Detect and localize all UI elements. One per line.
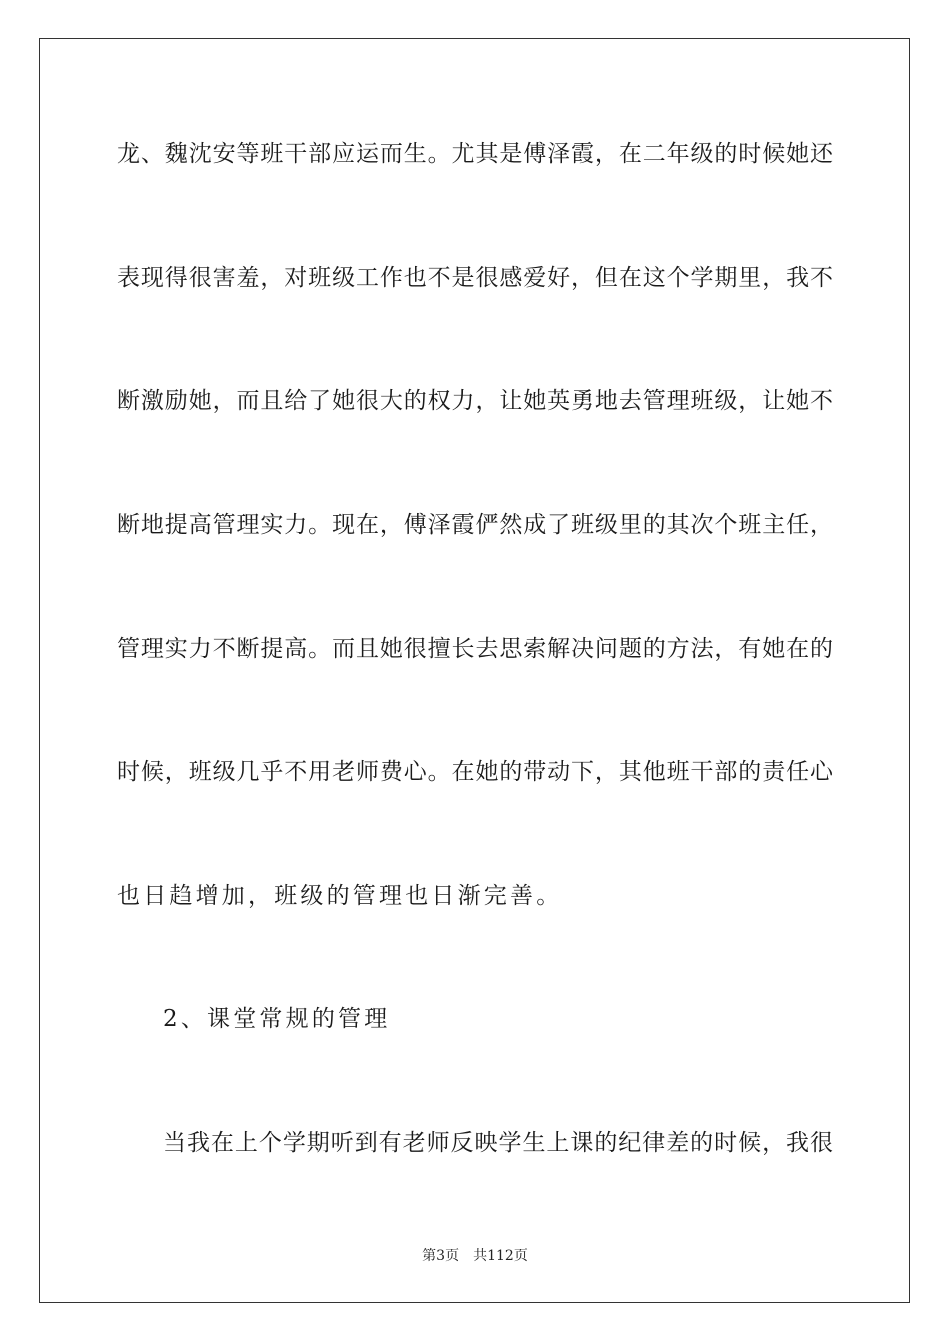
body-text-line-5: 管理实力不断提高。而且她很擅长去思索解决问题的方法，有她在的 — [117, 636, 833, 662]
page-border — [39, 38, 910, 1303]
page-number: 第3页 — [422, 1248, 460, 1264]
body-text-line-2: 表现得很害羞，对班级工作也不是很感爱好，但在这个学期里，我不 — [117, 265, 833, 291]
body-text-line-3: 断激励她，而且给了她很大的权力，让她英勇地去管理班级，让她不 — [117, 388, 833, 414]
paragraph-first-line: 当我在上个学期听到有老师反映学生上课的纪律差的时候，我很 — [163, 1130, 833, 1156]
body-text-line-6: 时候，班级几乎不用老师费心。在她的带动下，其他班干部的责任心 — [117, 759, 833, 785]
body-text-line-4: 断地提高管理实力。现在，傅泽霞俨然成了班级里的其次个班主任， — [117, 512, 833, 538]
page-footer — [0, 1246, 950, 1266]
page-total: 共112页 — [473, 1248, 528, 1264]
section-heading: 2、课堂常规的管理 — [163, 1006, 391, 1032]
body-text-line-1: 龙、魏沈安等班干部应运而生。尤其是傅泽霞，在二年级的时候她还 — [117, 141, 833, 167]
body-text-line-7: 也日趋增加，班级的管理也日渐完善。 — [117, 883, 563, 909]
